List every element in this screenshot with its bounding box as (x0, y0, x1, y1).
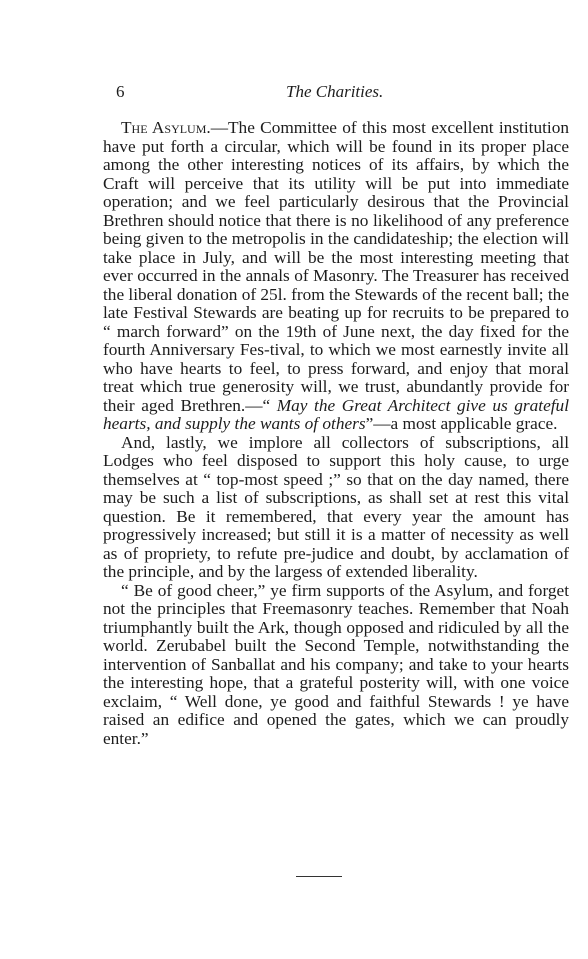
paragraph-asylum (103, 119, 569, 434)
page-header (116, 82, 556, 106)
paragraph-good-cheer: “ Be of good cheer,” ye firm supports of the Asylum, and forget not the principles that Freemasonry teaches. Remember that Noah triumphantly built the Ark, though opposed and ridiculed by all the world. Zerubabel built the Second Temple, notwithstanding the intervention of Sanballat and his company; and take to your hearts the interesting hope, that a grateful posterity will, with one voice exclaim, “ Well done, ye good and faithful Stewards ! ye have raised an edifice and opened the gates, which we can proudly enter.” (103, 580, 569, 748)
body-text (103, 119, 569, 748)
running-title: The Charities. (286, 82, 384, 101)
paragraph-lead-heading: The Asylum. (121, 118, 211, 137)
page-number: 6 (116, 82, 125, 101)
paragraph-tail: ”—a most applicable grace. (365, 414, 558, 433)
paragraph-text: —The Committee of this most excellent institution have put forth a circular, which will be found in its proper place among the other interesting notices of its affairs, by which the Craft will perceive that its utility will be put into immediate operation; and we feel particularly desirous that the Provincial Brethren should notice that there is no likelihood of any preference being given to the metropolis in the candidateship; the election will take place in July, and will be the most interesting meeting that ever occurred in the annals of Masonry. The Treasurer has received the liberal donation of 25l. from the Stewards of the recent ball; the late Festival Stewards are beating up for recruits to be prepared to “ march forward” on the 19th of June next, the day fixed for the fourth Anniversary Fes-tival, to which we most earnestly invite all who have hearts to feel, to press forward, and enjoy that moral treat which true generosity will, we trust, abundantly provide for their aged Brethren.—“ (103, 118, 569, 415)
section-end-rule (296, 876, 342, 877)
italic-quotation: May the Great Architect give us grateful hearts, and supply the wants of others (103, 395, 569, 433)
paragraph-subscriptions: And, lastly, we implore all collectors of subscriptions, all Lodges who feel disposed to support this holy cause, to urge themselves at “ top-most speed ;” so that on the day named, there may be such a list of subscriptions, as shall set at rest this vital question. Be it remembered, that every year the amount has progressively increased; but still it is a matter of necessity as well as of propriety, to refute pre-judice and doubt, by acclamation of the principle, and by the largess of extended liberality. (103, 432, 569, 581)
